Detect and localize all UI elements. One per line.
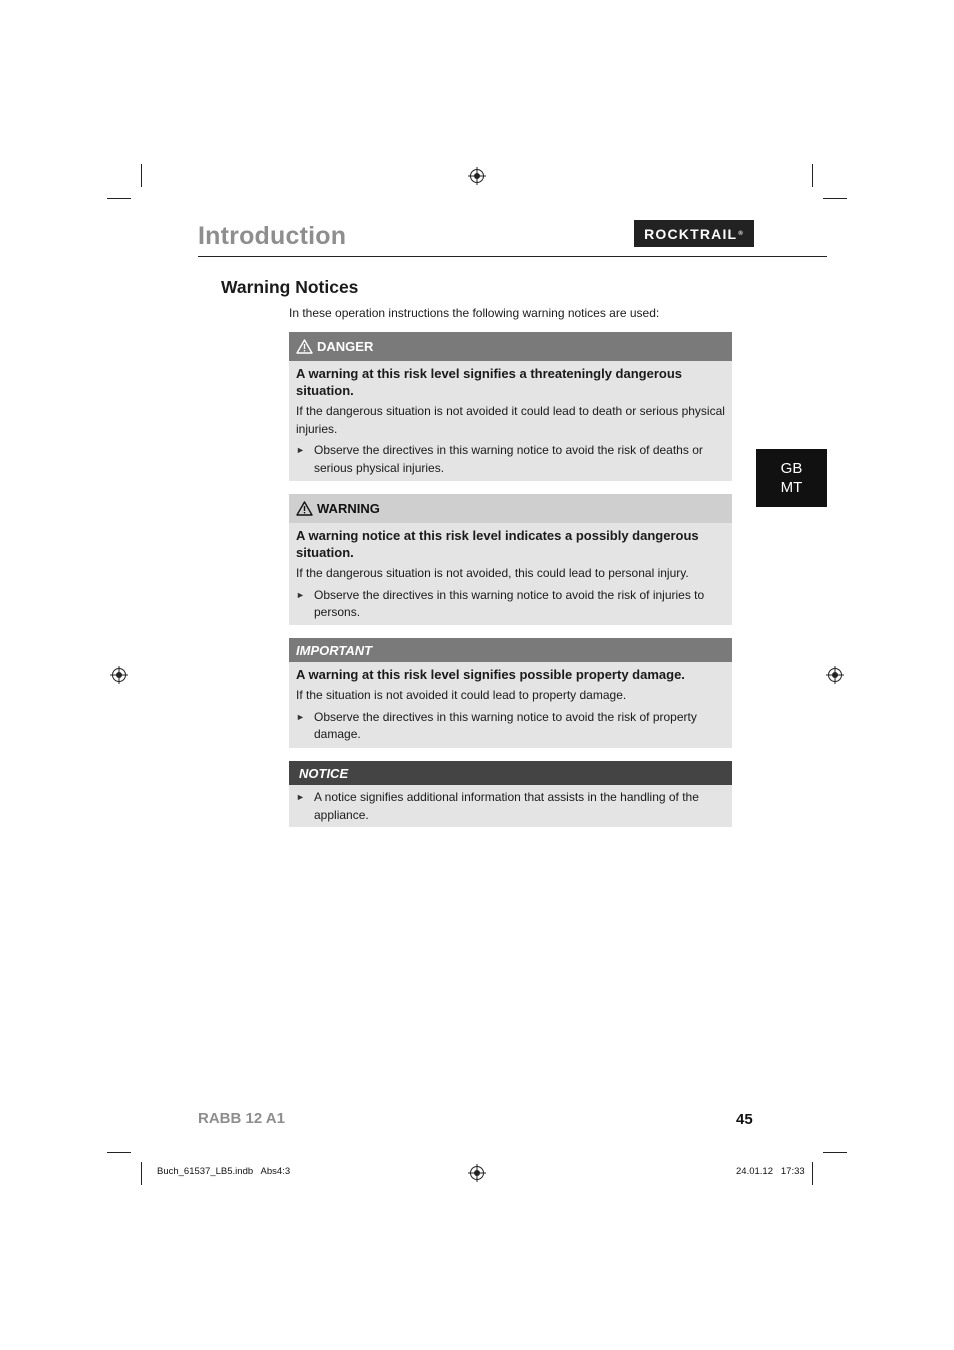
registration-mark-icon xyxy=(826,666,844,684)
triangle-right-icon: ► xyxy=(296,445,305,455)
warning-label: WARNING xyxy=(317,501,380,516)
important-label: IMPORTANT xyxy=(296,642,373,658)
crop-mark xyxy=(823,1152,847,1153)
registration-mark-icon xyxy=(110,666,128,684)
warning-bullet-text: Observe the directives in this warning notice to avoid the risk of injuries to persons. xyxy=(314,587,705,619)
triangle-right-icon: ► xyxy=(296,711,305,722)
important-text: If the situation is not avoided it could lead to property damage. xyxy=(296,688,627,702)
section-intro: In these operation instructions the following warning notices are used: xyxy=(289,306,660,320)
model-number: RABB 12 A1 xyxy=(198,1110,285,1127)
brand-name: ROCKTRAIL xyxy=(644,225,738,242)
important-bullet-text: Observe the directives in this warning notice to avoid the risk of property damage. xyxy=(314,709,697,741)
danger-bullet xyxy=(296,442,725,477)
triangle-right-icon: ► xyxy=(296,589,305,600)
notice-bullet-text: A notice signifies additional information that assists in the handling of the appliance. xyxy=(314,790,699,822)
page-number: 45 xyxy=(736,1111,753,1128)
danger-lead: A warning at this risk level signifies a threateningly dangerous situation. xyxy=(296,366,683,398)
danger-bullet-text: Observe the directives in this warning notice to avoid the risk of deaths or serious physical injuries. xyxy=(314,443,703,475)
crop-mark xyxy=(812,164,813,187)
print-slug-right: 24.01.12 17:33 xyxy=(736,1166,805,1177)
notice-header xyxy=(289,761,732,785)
warning-triangle-icon xyxy=(296,339,313,354)
registration-mark-icon xyxy=(468,167,486,185)
warning-header xyxy=(289,494,732,523)
registration-mark-icon xyxy=(468,1164,486,1182)
warning-lead: A warning notice at this risk level indicates a possibly dangerous situation. xyxy=(296,528,699,560)
danger-header xyxy=(289,332,732,361)
important-lead: A warning at this risk level signifies possible property damage. xyxy=(296,667,685,682)
triangle-right-icon: ► xyxy=(296,792,305,802)
warning-bullet xyxy=(296,587,725,622)
notice-label: NOTICE xyxy=(299,765,349,781)
brand-logo xyxy=(634,220,754,247)
notice-bullet xyxy=(296,789,725,824)
warning-notice xyxy=(289,494,732,625)
header-divider xyxy=(198,256,827,257)
warning-text: If the dangerous situation is not avoided, this could lead to personal injury. xyxy=(296,566,689,580)
danger-notice xyxy=(289,332,732,481)
important-header xyxy=(289,638,732,662)
danger-text: If the dangerous situation is not avoided it could lead to death or serious physical injuries. xyxy=(296,404,725,436)
language-code-gb: GB xyxy=(780,460,803,477)
crop-mark xyxy=(141,164,142,187)
brand-registered-mark: ® xyxy=(738,230,744,237)
page-title: Introduction xyxy=(198,222,347,250)
section-title: Warning Notices xyxy=(221,277,359,297)
crop-mark xyxy=(823,198,847,199)
crop-mark xyxy=(812,1162,813,1185)
print-slug-left: Buch_61537_LB5.indb Abs4:3 xyxy=(157,1166,291,1177)
important-notice xyxy=(289,638,732,748)
warning-triangle-icon xyxy=(296,501,313,516)
crop-mark xyxy=(141,1162,142,1185)
language-tab xyxy=(756,449,827,507)
important-bullet xyxy=(296,709,725,744)
crop-mark xyxy=(107,1152,131,1153)
language-code-mt: MT xyxy=(780,479,803,496)
danger-label: DANGER xyxy=(317,339,374,354)
notice-box xyxy=(289,761,732,827)
crop-mark xyxy=(107,198,131,199)
